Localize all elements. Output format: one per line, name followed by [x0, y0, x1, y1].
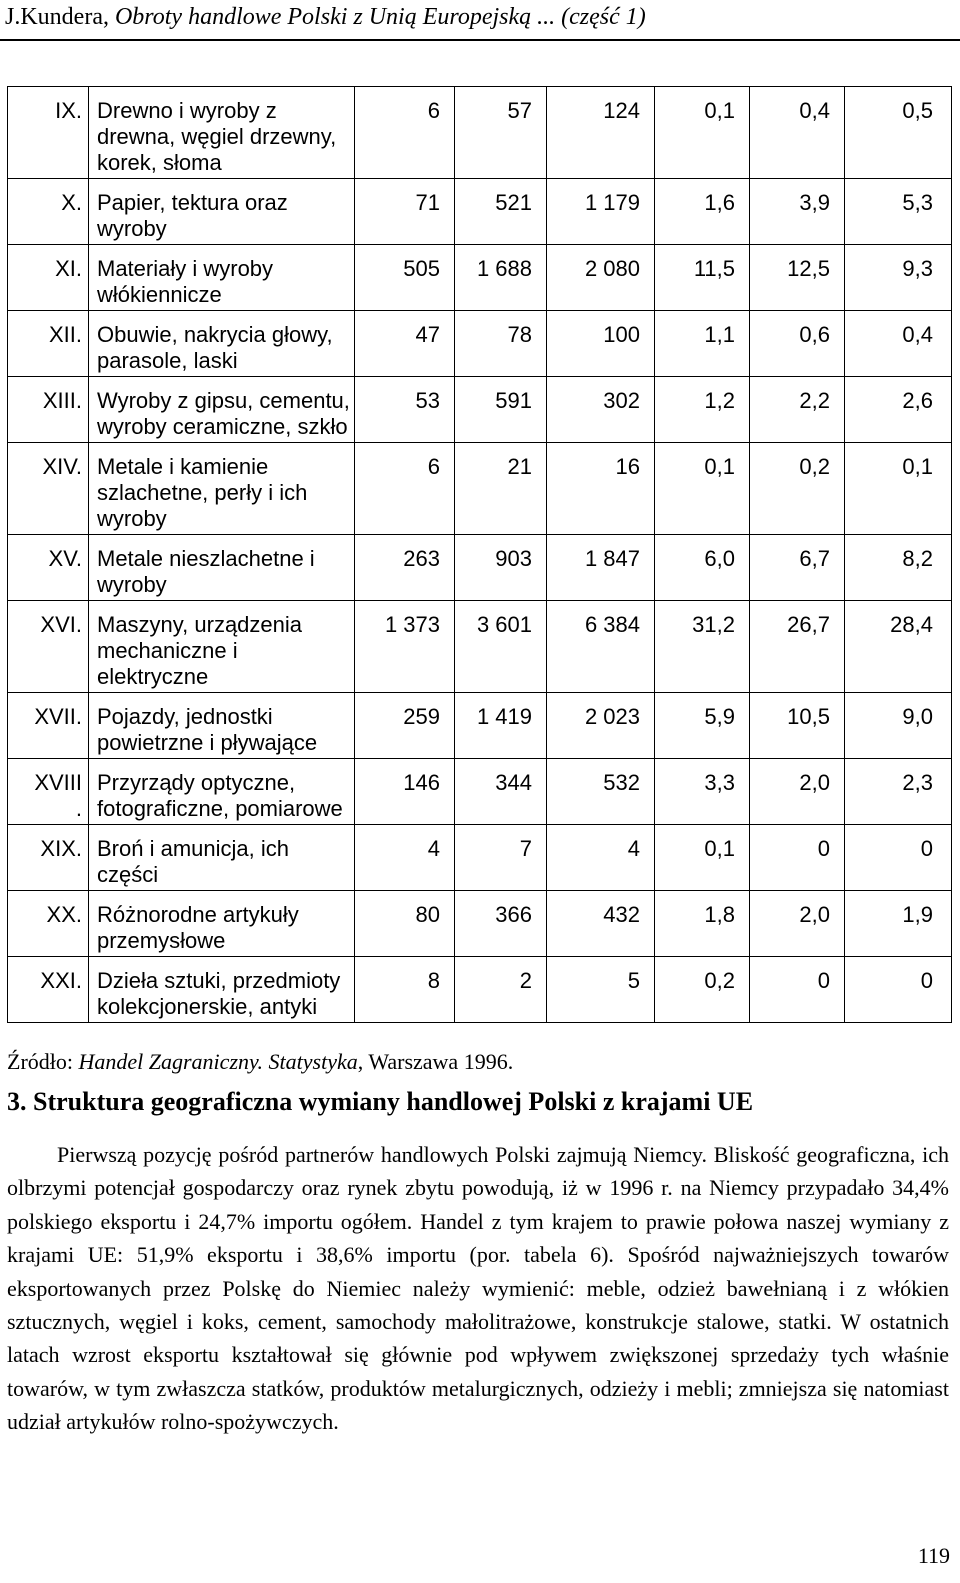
table-row [8, 377, 952, 443]
row-value: 1,9 [845, 891, 952, 957]
row-value: 11,5 [655, 245, 750, 311]
row-value: 1,6 [655, 179, 750, 245]
source-note [7, 1049, 513, 1075]
row-value: 1,8 [655, 891, 750, 957]
row-value: 0 [845, 825, 952, 891]
page-number: 119 [917, 1543, 950, 1568]
row-number: XII. [8, 311, 89, 377]
row-value: 532 [547, 759, 655, 825]
row-value: 3 601 [455, 601, 547, 693]
row-value: 8,2 [845, 535, 952, 601]
row-value: 0,4 [750, 87, 845, 179]
table-row [8, 957, 952, 1023]
row-number: XXI. [8, 957, 89, 1023]
row-value: 1 373 [355, 601, 455, 693]
row-value: 0,1 [655, 825, 750, 891]
row-value: 0,1 [655, 87, 750, 179]
section-heading: 3. Struktura geograficzna wymiany handlowej Polski z krajami UE [7, 1087, 754, 1116]
row-value: 7 [455, 825, 547, 891]
row-number: XIII. [8, 377, 89, 443]
row-value: 259 [355, 693, 455, 759]
row-value: 1 847 [547, 535, 655, 601]
row-value: 0,5 [845, 87, 952, 179]
row-value: 2,3 [845, 759, 952, 825]
row-number: XI. [8, 245, 89, 311]
row-category: Drewno i wyroby z drewna, węgiel drzewny, korek, słoma [89, 87, 355, 179]
row-value: 0 [845, 957, 952, 1023]
table-row [8, 601, 952, 693]
row-value: 26,7 [750, 601, 845, 693]
row-value: 2,0 [750, 891, 845, 957]
row-value: 16 [547, 443, 655, 535]
row-value: 5 [547, 957, 655, 1023]
header-title: Obroty handlowe Polski z Unią Europejską ... (część 1) [114, 4, 646, 30]
row-number: XX. [8, 891, 89, 957]
table-row [8, 179, 952, 245]
row-number: XV. [8, 535, 89, 601]
source-publication: Handel Zagraniczny. Statystyka [78, 1049, 358, 1074]
row-value: 9,3 [845, 245, 952, 311]
table-row [8, 311, 952, 377]
trade-table [7, 86, 952, 1023]
row-value: 57 [455, 87, 547, 179]
running-header [5, 4, 646, 31]
row-value: 9,0 [845, 693, 952, 759]
table-row [8, 693, 952, 759]
row-value: 3,3 [655, 759, 750, 825]
row-number: XVII. [8, 693, 89, 759]
page-header [0, 0, 960, 40]
table-body [8, 87, 952, 1023]
row-value: 0,6 [750, 311, 845, 377]
row-category: Broń i amunicja, ich części [89, 825, 355, 891]
row-value: 6 [355, 443, 455, 535]
row-value: 10,5 [750, 693, 845, 759]
row-value: 0,1 [845, 443, 952, 535]
row-value: 47 [355, 311, 455, 377]
row-value: 80 [355, 891, 455, 957]
row-value: 4 [355, 825, 455, 891]
row-value: 146 [355, 759, 455, 825]
row-value: 432 [547, 891, 655, 957]
row-value: 1,2 [655, 377, 750, 443]
row-value: 6 384 [547, 601, 655, 693]
row-value: 12,5 [750, 245, 845, 311]
row-number: IX. [8, 87, 89, 179]
paragraph-text: Pierwszą pozycję pośród partnerów handlowych Polski zajmują Niemcy. Bliskość geograficzna, ich olbrzymi potencjał gospodarczy oraz rynek zbytu powodują, iż w 1996 r. na Niemcy przypadało 34,4% polskiego eksportu i 24,7% importu ogółem. Handel z tym krajem to prawie połowa naszej wymiany z krajami UE: 51,9% eksportu i 38,6% importu (por. tabela 6). Spośród najważniejszych towarów eksportowanych przez Polskę do Niemiec należy wymienić: meble, odzież bawełnianą i z włókien sztucznych, węgiel i koks, cement, samochody małolitrażowe, konstrukcje stalowe, statki. W ostatnich latach wzrost eksportu kształtował się głównie pod wpływem zwiększonej sprzedaży tych właśnie towarów, w tym zwłaszcza statków, produktów metalurgicznych, odzieży i mebli; zmniejsza się natomiast udział artykułów rolno-spożywczych. [7, 1142, 949, 1435]
row-category: Pojazdy, jednostki powietrzne i pływające [89, 693, 355, 759]
row-value: 2,6 [845, 377, 952, 443]
row-value: 366 [455, 891, 547, 957]
row-value: 8 [355, 957, 455, 1023]
table-row [8, 891, 952, 957]
row-value: 1 419 [455, 693, 547, 759]
row-value: 903 [455, 535, 547, 601]
row-value: 0 [750, 957, 845, 1023]
row-category: Papier, tektura oraz wyroby [89, 179, 355, 245]
row-category: Dzieła sztuki, przedmioty kolekcjonerskie, antyki [89, 957, 355, 1023]
row-value: 6,7 [750, 535, 845, 601]
table-row [8, 245, 952, 311]
row-value: 0 [750, 825, 845, 891]
row-value: 53 [355, 377, 455, 443]
source-prefix: Źródło: [7, 1049, 79, 1074]
row-value: 0,1 [655, 443, 750, 535]
row-value: 344 [455, 759, 547, 825]
row-value: 100 [547, 311, 655, 377]
row-category: Metale i kamienie szlachetne, perły i ich wyroby [89, 443, 355, 535]
row-value: 263 [355, 535, 455, 601]
row-value: 124 [547, 87, 655, 179]
row-value: 6 [355, 87, 455, 179]
table-row [8, 443, 952, 535]
row-value: 302 [547, 377, 655, 443]
row-value: 2,0 [750, 759, 845, 825]
row-value: 5,3 [845, 179, 952, 245]
row-value: 2 023 [547, 693, 655, 759]
row-number: XVIII . [8, 759, 89, 825]
row-value: 0,2 [655, 957, 750, 1023]
row-value: 0,4 [845, 311, 952, 377]
row-category: Metale nieszlachetne i wyroby [89, 535, 355, 601]
body-paragraph [7, 1138, 949, 1439]
row-value: 4 [547, 825, 655, 891]
row-value: 2 [455, 957, 547, 1023]
row-value: 28,4 [845, 601, 952, 693]
table-row [8, 825, 952, 891]
row-value: 6,0 [655, 535, 750, 601]
row-value: 1 688 [455, 245, 547, 311]
header-author: J.Kundera, [5, 4, 115, 30]
row-value: 1 179 [547, 179, 655, 245]
table-row [8, 759, 952, 825]
row-number: XIX. [8, 825, 89, 891]
row-value: 2,2 [750, 377, 845, 443]
table-row [8, 87, 952, 179]
row-category: Przyrządy optyczne, fotograficzne, pomiarowe [89, 759, 355, 825]
row-number: X. [8, 179, 89, 245]
row-value: 521 [455, 179, 547, 245]
row-category: Materiały i wyroby włókiennicze [89, 245, 355, 311]
source-suffix: , Warszawa 1996. [357, 1049, 514, 1074]
table-row [8, 535, 952, 601]
row-category: Wyroby z gipsu, cementu, wyroby ceramiczne, szkło [89, 377, 355, 443]
row-value: 5,9 [655, 693, 750, 759]
row-value: 21 [455, 443, 547, 535]
row-value: 505 [355, 245, 455, 311]
row-value: 71 [355, 179, 455, 245]
row-value: 1,1 [655, 311, 750, 377]
row-value: 31,2 [655, 601, 750, 693]
row-category: Różnorodne artykuły przemysłowe [89, 891, 355, 957]
row-value: 591 [455, 377, 547, 443]
row-number: XIV. [8, 443, 89, 535]
row-value: 3,9 [750, 179, 845, 245]
row-value: 2 080 [547, 245, 655, 311]
row-number: XVI. [8, 601, 89, 693]
row-category: Maszyny, urządzenia mechaniczne i elektryczne [89, 601, 355, 693]
header-rule [0, 39, 960, 41]
row-category: Obuwie, nakrycia głowy, parasole, laski [89, 311, 355, 377]
row-value: 78 [455, 311, 547, 377]
row-value: 0,2 [750, 443, 845, 535]
